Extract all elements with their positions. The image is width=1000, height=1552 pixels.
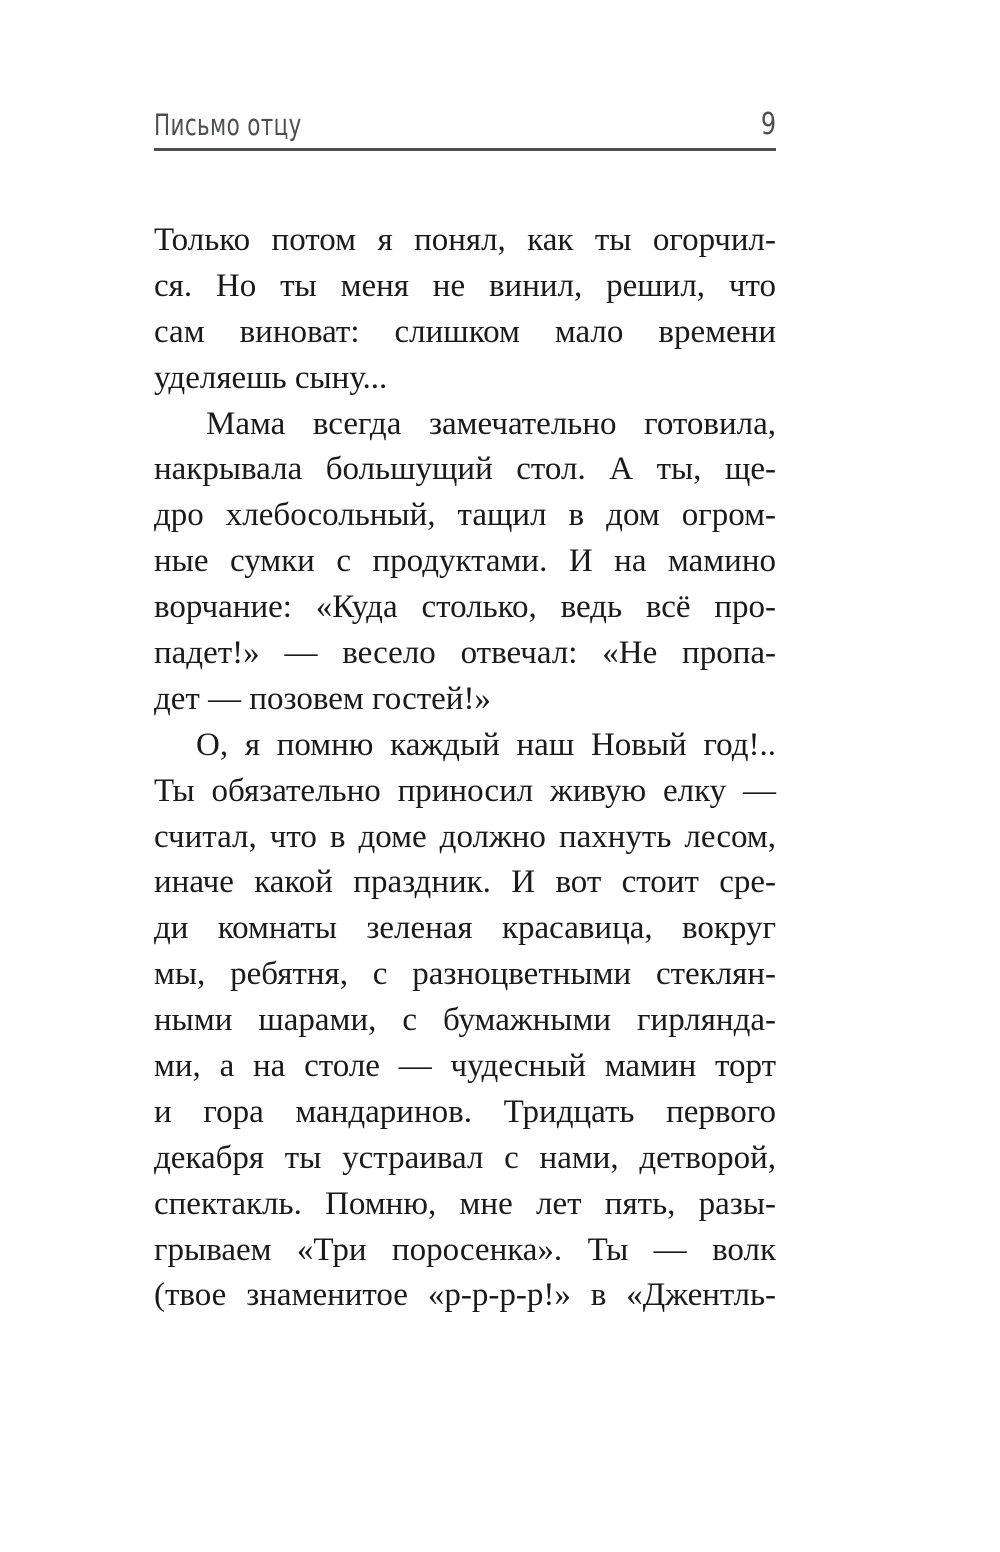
text-line: дет — позовем гостей!» (154, 680, 491, 717)
text-line: иначе какой праздник. И вот стоит сре- (154, 864, 776, 901)
text-line: ди комнаты зеленая красавица, вокруг (154, 910, 776, 947)
text-line: ся. Но ты меня не винил, решил, что (154, 267, 776, 304)
text-line: спектакль. Помню, мне лет пять, разы- (154, 1185, 776, 1222)
text-line: и гора мандаринов. Тридцать первого (154, 1093, 776, 1130)
paragraph-3 (154, 723, 776, 1320)
text-line: уделяешь сыну... (154, 359, 388, 396)
text-line: Только потом я понял, как ты огорчил- (154, 222, 776, 258)
text-line: сам виноват: слишком мало времени (154, 313, 776, 350)
text-line: О, я помню каждый наш Новый год!.. (196, 726, 776, 763)
text-line: ворчание: «Куда столько, ведь всё про- (154, 589, 776, 626)
text-line: Ты обязательно приносил живую елку — (154, 772, 776, 809)
text-line: Мама всегда замечательно готовила, (206, 405, 776, 442)
text-line: считал, что в доме должно пахнуть лесом, (154, 818, 776, 855)
text-line: накрывала большущий стол. А ты, ще- (154, 451, 776, 488)
text-line: ными шарами, с бумажными гирлянда- (154, 1002, 776, 1039)
running-title: Письмо отцу (154, 108, 302, 142)
text-line: ные сумки с продуктами. И на мамино (154, 543, 776, 580)
text-line: (твое знаменитое «р-р-р-р!» в «Джентль- (154, 1277, 776, 1314)
text-line: грываем «Три поросенка». Ты — волк (154, 1231, 776, 1268)
text-line: дро хлебосольный, тащил в дом огром- (154, 497, 776, 534)
text-line: падет!» — весело отвечал: «Не пропа- (154, 635, 776, 672)
paragraph-1 (154, 218, 776, 402)
paragraph-2 (154, 402, 776, 723)
text-line: мы, ребятня, с разноцветными стеклян- (154, 956, 776, 993)
page-header (154, 98, 776, 151)
text-line: декабря ты устраивал с нами, детворой, (154, 1139, 776, 1176)
text-line: ми, а на столе — чудесный мамин торт (154, 1048, 776, 1085)
page-number: 9 (760, 107, 776, 142)
body-text (154, 218, 776, 1319)
